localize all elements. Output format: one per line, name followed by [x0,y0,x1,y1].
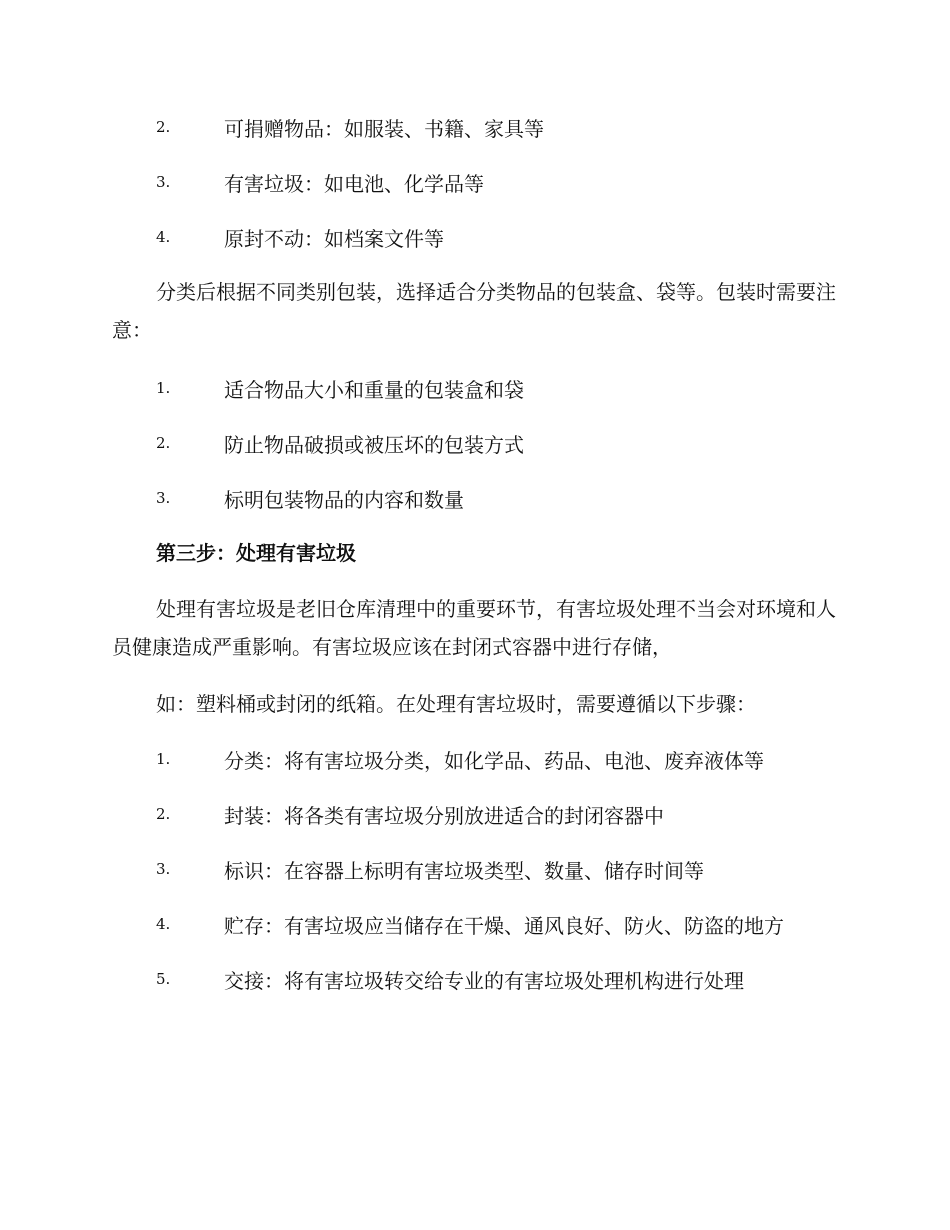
list-number: 1. [156,379,171,397]
list-number: 2. [156,805,171,823]
list-item [156,909,784,939]
paragraph-packaging: 分类后根据不同类别包装，选择适合分类物品的包装盒、袋等。包装时需要注意： [112,280,836,342]
list-text: 适合物品大小和重量的包装盒和袋 [224,377,524,402]
list-item [156,428,524,458]
list-number: 1. [156,750,171,768]
list-number: 3. [156,860,171,878]
list-number: 4. [156,915,171,933]
list-text: 防止物品破损或被压坏的包装方式 [224,432,524,457]
list-number: 4. [156,228,171,246]
list-text: 交接：将有害垃圾转交给专业的有害垃圾处理机构进行处理 [224,968,744,993]
list-number: 5. [156,970,171,988]
list-item [156,112,544,142]
section-heading: 第三步：处理有害垃圾 [156,541,356,565]
list-text: 可捐赠物品：如服装、书籍、家具等 [224,116,544,141]
list-item [156,799,664,829]
list-text: 封装：将各类有害垃圾分别放进适合的封闭容器中 [224,803,664,828]
list-item [156,483,464,513]
list-item [156,167,484,197]
list-item [156,964,744,994]
list-text: 标识：在容器上标明有害垃圾类型、数量、储存时间等 [224,858,704,883]
list-number: 2. [156,118,171,136]
paragraph-hazard-continued: 如：塑料桶或封闭的纸箱。在处理有害垃圾时，需要遵循以下步骤： [156,692,756,716]
list-item [156,373,524,403]
list-text: 有害垃圾：如电池、化学品等 [224,171,484,196]
list-text: 分类：将有害垃圾分类，如化学品、药品、电池、废弃液体等 [224,748,764,773]
list-item [156,744,764,774]
list-text: 原封不动：如档案文件等 [224,226,444,251]
list-item [156,854,704,884]
list-number: 3. [156,489,171,507]
list-text: 贮存：有害垃圾应当储存在干燥、通风良好、防火、防盗的地方 [224,913,784,938]
paragraph-hazard: 处理有害垃圾是老旧仓库清理中的重要环节，有害垃圾处理不当会对环境和人员健康造成严重影响。有害垃圾应该在封闭式容器中进行存储， [112,597,836,659]
list-number: 2. [156,434,171,452]
list-text: 标明包装物品的内容和数量 [224,487,464,512]
list-number: 3. [156,173,171,191]
list-item [156,222,444,252]
